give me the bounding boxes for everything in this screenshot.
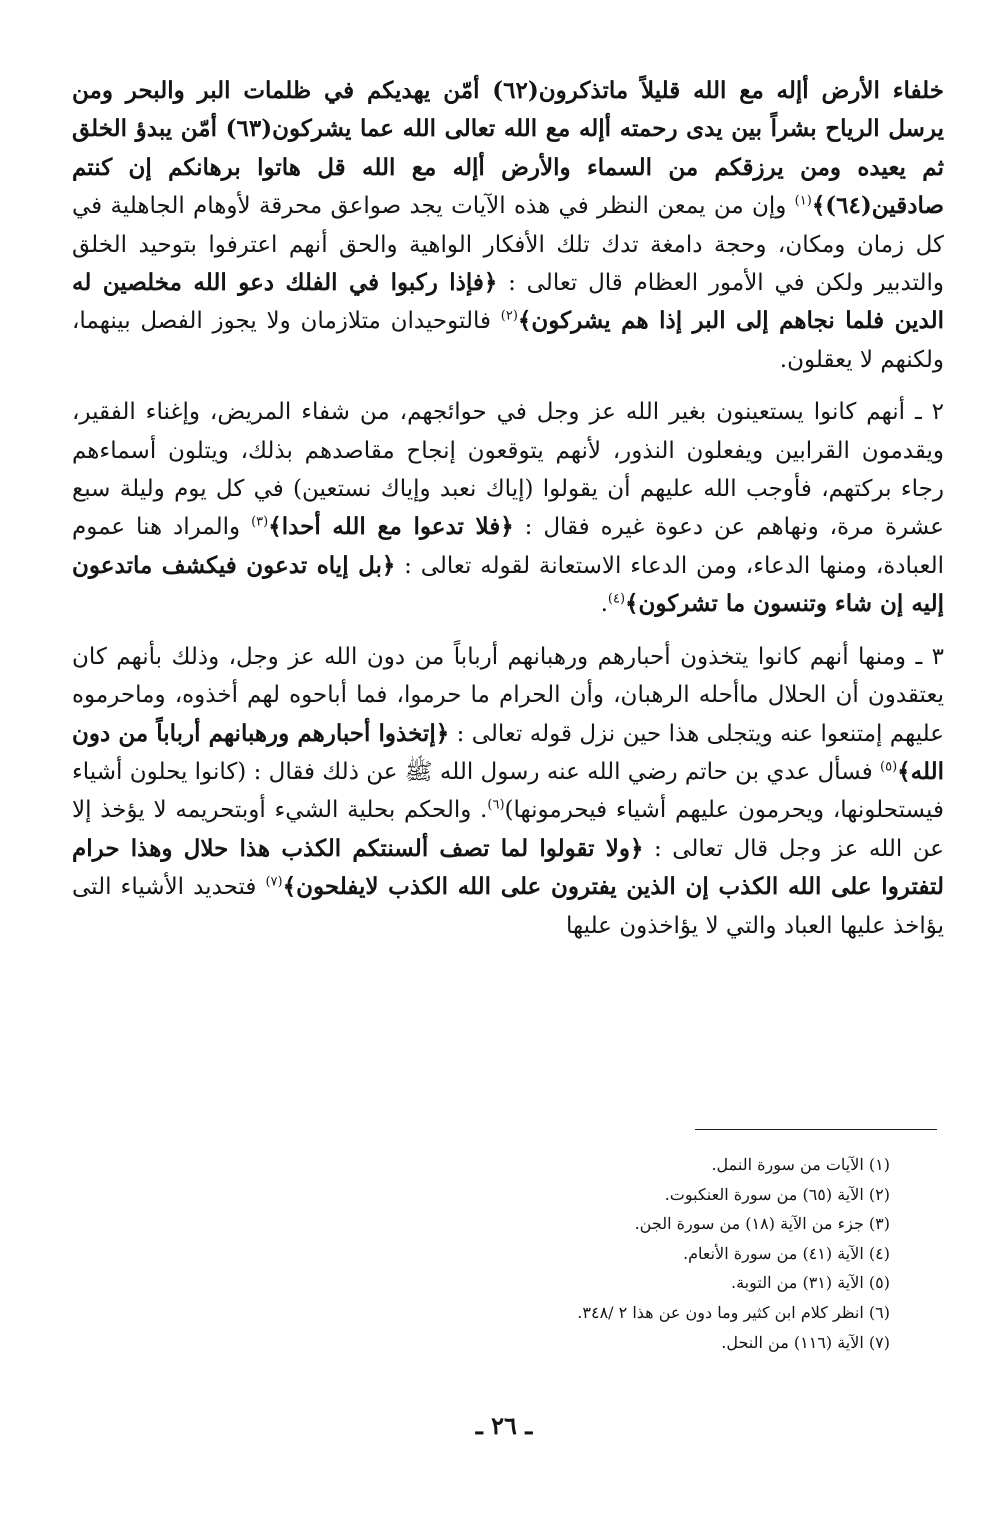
footnote-item: (٥) الآية (٣١) من التوبة. — [731, 1273, 890, 1293]
footnote-item: (٤) الآية (٤١) من سورة الأنعام. — [683, 1243, 890, 1263]
text-run: وإن من يمعن النظر في هذه الآيات يجد صواعق محرقة لأوهام الجاهلية في كل زمان ومكان، وحجة دامغة تدك تلك الأفكار الواهية والحق أنهم اعترفوا بتوحيد الخلق والتدبير ولكن في الأمور العظام قال تعالى : — [72, 193, 944, 297]
footnote-item: (١) الآيات من سورة النمل. — [711, 1155, 890, 1174]
footnote-ref: (٧) — [265, 874, 283, 890]
footnote-item: (٢) الآية (٦٥) من سورة العنكبوت. — [664, 1184, 890, 1204]
text-run: فسأل عدي بن حاتم رضي الله عنه رسول الله ﷺ عن ذلك فقال : (كانوا يحلون أشياء فيستحلونها، ويحرمون عليهم أشياء فيحرمونها) — [71, 758, 944, 824]
verse-text: خلفاء الأرض أإله مع الله قليلاً ماتذكرون(٦٢) أمّن يهديكم في ظلمات البر والبحر ومن يرسل الرياح بشراً بين يدى رحمته أإله مع الله تعالى الله عما يشركون(٦٣) أمّن يبدؤ الخلق ثم يعيده ومن يرزقكم من السماء والأرض أإله مع الله قل هاتوا برهانكم إن كنتم صادقين(٦٤)﴾ — [72, 77, 945, 220]
footnote-ref: (٦) — [487, 797, 505, 813]
footnote-ref: (٣) — [251, 514, 269, 530]
paragraph-1 — [72, 72, 944, 379]
text-run: فالتوحيدان متلازمان ولا يجوز الفصل بينهما، ولكنهم لا يعقلون. — [72, 308, 944, 373]
footnote-item: (٧) الآية (١١٦) من النحل. — [721, 1332, 890, 1352]
footnote-item: (٦) انظر كلام ابن كثير وما دون عن هذا ٢ /٣٤٨. — [577, 1302, 890, 1322]
paragraph-3 — [72, 638, 944, 945]
footnote-ref: (٤) — [607, 591, 626, 607]
text-run: ٢ ـ أنهم كانوا يستعينون بغير الله عز وجل في حوائجهم، من شفاء المريض، وإغناء الفقير، ويقدمون القرابين ويفعلون النذور، لأنهم يتوقعون إنجاح مقاصدهم بذلك، ويتلون أسماءهم رجاء بركتهم، فأوجب الله عليهم أن يقولوا (إياك نعبد وإياك نستعين) في كل يوم وليلة سبع عشرة مرة، ونهاهم عن دعوة غيره فقال : — [72, 399, 944, 541]
paragraph-2 — [72, 393, 944, 623]
text-run: فتحديد الأشياء التى يؤاخذ عليها العباد والتي لا يؤاخذون عليها — [72, 874, 944, 939]
page-number: ـ ٢٦ ـ — [475, 1411, 533, 1440]
text-run: . — [600, 591, 608, 618]
footnote-ref: (٢) — [500, 308, 518, 324]
text-run: ٣ ـ ومنها أنهم كانوا يتخذون أحبارهم ورهبانهم أرباباً من دون الله عز وجل، وذلك بأنهم كان يعتقدون أن الحلال ماأحله الرهبان، وأن الحرام ما حرموا، فما أباحوه لهم أخذوه، وماحرموه عليهم إمتنعوا عنه ويتجلى هذا حين نزل قوله تعالى : — [72, 643, 944, 747]
footnote-divider — [695, 1129, 937, 1130]
footnote-ref: (٥) — [880, 759, 898, 775]
verse-text: ﴿فلا تدعوا مع الله أحدا﴾ — [268, 513, 514, 541]
verse-text: ﴿ولا تقولوا لما تصف ألسنتكم الكذب هذا حلال وهذا حرام لتفتروا على الله الكذب إن الذين يفترون على الله الكذب لايفلحون﴾ — [72, 834, 945, 901]
footnote-item: (٣) جزء من الآية (١٨) من سورة الجن. — [634, 1214, 890, 1234]
footnote-ref: (١) — [794, 193, 812, 209]
text-run: . والحكم بحلية الشيء أوبتحريمه لا يؤخذ إلا عن الله عز وجل قال تعالى : — [72, 797, 944, 862]
text-run: والمراد هنا عموم العبادة، ومنها الدعاء، ومن الدعاء الاستعانة لقوله تعالى : — [72, 514, 944, 579]
verse-text: ﴿بل إياه تدعون فيكشف ماتدعون إليه إن شاء وتنسون ما تشركون﴾ — [72, 551, 944, 618]
main-text — [72, 72, 944, 945]
verse-text: ﴿إتخذوا أحبارهم ورهبانهم أرباباً من دون الله﴾ — [72, 719, 944, 785]
verse-text: ﴿فإذا ركبوا في الفلك دعو الله مخلصين له الدين فلما نجاهم إلى البر إذا هم يشركون﴾ — [72, 269, 944, 335]
footnotes — [72, 1150, 890, 1357]
